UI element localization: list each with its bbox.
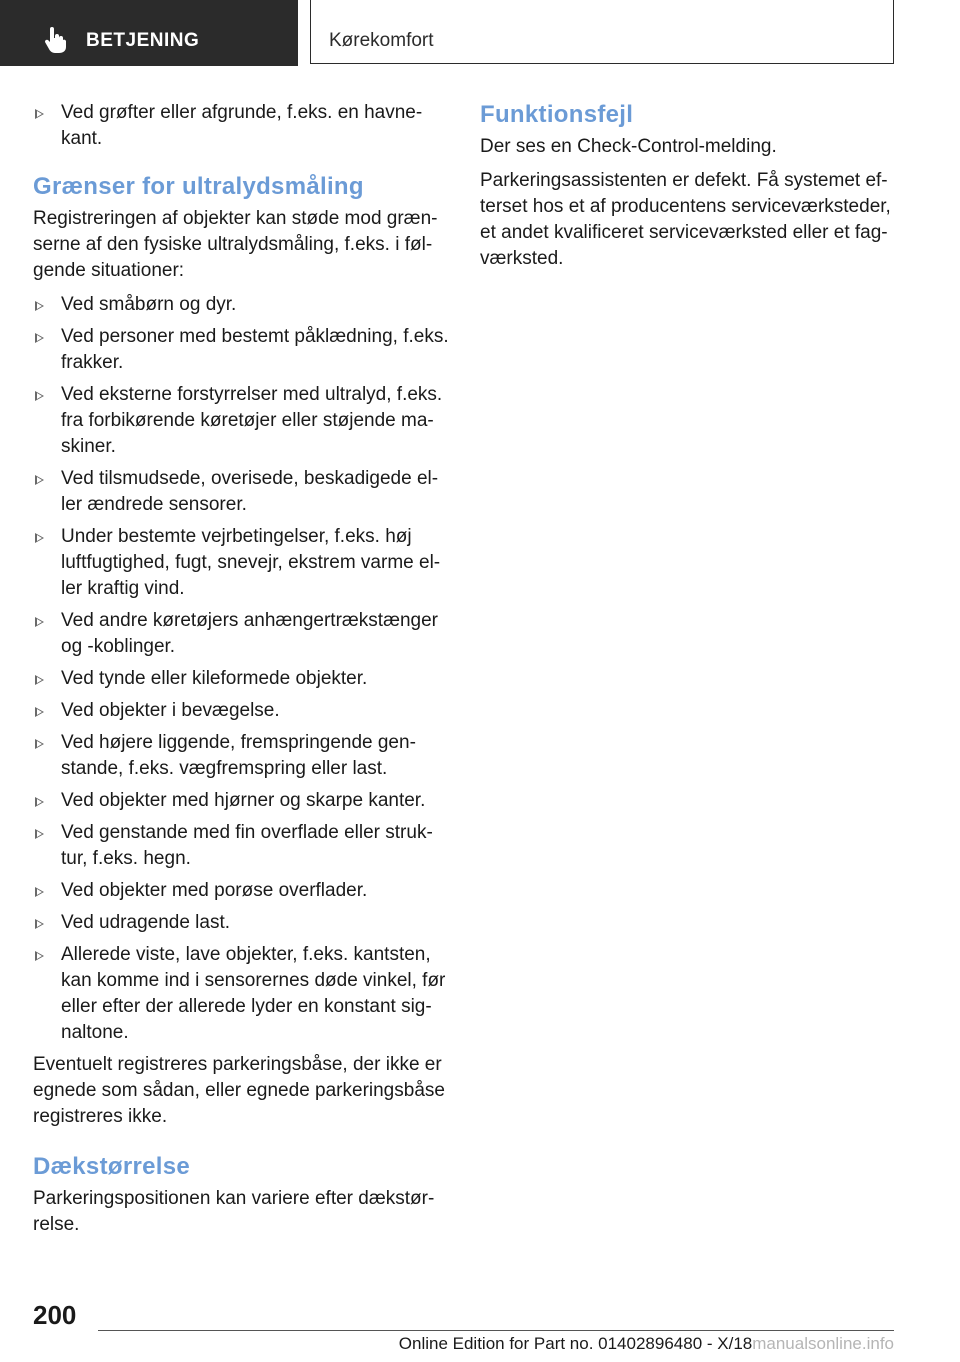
list-item: Ved andre køretøjers anhængertrækstænger og -koblinger. bbox=[33, 608, 449, 660]
malfunction-message: Der ses en Check-Control-melding. bbox=[480, 136, 777, 157]
list-item: Ved eksterne forstyrrelser med ultralyd, f.eks. fra forbikørende køretøjer eller støjende maskiner. bbox=[33, 382, 449, 460]
triangle-bullet-icon bbox=[35, 829, 44, 839]
ultrasound-outro: Eventuelt registreres parkeringsbåse, der ikke er egnede som sådan, eller egnede parkeringsbåse registreres ikke. bbox=[33, 1054, 445, 1127]
list-item: Ved højere liggende, fremspringende genstande, f.eks. vægfremspring eller last. bbox=[33, 730, 449, 782]
triangle-bullet-icon bbox=[35, 333, 44, 343]
footer-edition: Online Edition for Part no. 01402896480 - X/18manualsonline.info bbox=[398, 1334, 894, 1353]
triangle-bullet-icon bbox=[35, 951, 44, 961]
right-column bbox=[480, 100, 898, 280]
list-item: Ved grøfter eller afgrunde, f.eks. en havnekant. bbox=[33, 100, 449, 152]
list-item: Ved udragende last. bbox=[33, 910, 449, 936]
hand-pointer-icon bbox=[42, 27, 68, 53]
footer-divider bbox=[98, 1330, 894, 1331]
header-section-tab bbox=[0, 0, 298, 66]
list-item: Ved tilsmudsede, overisede, beskadigede eller ændrede sensorer. bbox=[33, 466, 449, 518]
triangle-bullet-icon bbox=[35, 301, 44, 311]
triangle-bullet-icon bbox=[35, 391, 44, 401]
triangle-bullet-icon bbox=[35, 707, 44, 717]
triangle-bullet-icon bbox=[35, 887, 44, 897]
intro-list bbox=[33, 100, 449, 152]
chapter-label: Kørekomfort bbox=[329, 30, 434, 51]
tire-size-heading: Dækstørrelse bbox=[33, 1153, 191, 1180]
triangle-bullet-icon bbox=[35, 533, 44, 543]
triangle-bullet-icon bbox=[35, 675, 44, 685]
ultrasound-intro: Registreringen af objekter kan støde mod grænserne af den fysiske ultralydsmåling, f.eks. i følgende situationer: bbox=[33, 208, 438, 281]
malfunction-instructions: Parkeringsassistenten er defekt. Få systemet efterset hos et af producentens serviceværksteder, et andet kvalificeret serviceværksted eller et fagværksted. bbox=[480, 170, 891, 269]
list-item: Ved objekter i bevægelse. bbox=[33, 698, 449, 724]
page-number: 200 bbox=[33, 1300, 77, 1330]
triangle-bullet-icon bbox=[35, 739, 44, 749]
list-item: Ved personer med bestemt påklædning, f.eks. frakker. bbox=[33, 324, 449, 376]
tire-size-text: Parkeringspositionen kan variere efter dækstørrelse. bbox=[33, 1188, 435, 1235]
list-item: Ved objekter med hjørner og skarpe kanter. bbox=[33, 788, 449, 814]
left-column bbox=[33, 100, 449, 1246]
list-item: Ved objekter med porøse overflader. bbox=[33, 878, 449, 904]
triangle-bullet-icon bbox=[35, 475, 44, 485]
malfunction-heading: Funktionsfejl bbox=[480, 101, 634, 128]
list-item: Ved genstande med fin overflade eller struktur, f.eks. hegn. bbox=[33, 820, 449, 872]
list-item: Allerede viste, lave objekter, f.eks. kantsten, kan komme ind i sensorernes døde vinkel, før eller efter der allerede lyder en konstant signaltone. bbox=[33, 942, 449, 1046]
list-item: Ved småbørn og dyr. bbox=[33, 292, 449, 318]
watermark: manualsonline.info bbox=[752, 1334, 894, 1353]
triangle-bullet-icon bbox=[35, 797, 44, 807]
triangle-bullet-icon bbox=[35, 919, 44, 929]
triangle-bullet-icon bbox=[35, 109, 44, 119]
ultrasound-limits-list bbox=[33, 292, 449, 1046]
ultrasound-limits-heading: Grænser for ultralydsmåling bbox=[33, 173, 364, 200]
list-item: Ved tynde eller kileformede objekter. bbox=[33, 666, 449, 692]
list-item: Under bestemte vejrbetingelser, f.eks. høj luftfugtighed, fugt, snevejr, ekstrem varme eller kraftig vind. bbox=[33, 524, 449, 602]
chapter-header bbox=[310, 0, 894, 64]
section-label: BETJENING bbox=[86, 30, 200, 51]
triangle-bullet-icon bbox=[35, 617, 44, 627]
